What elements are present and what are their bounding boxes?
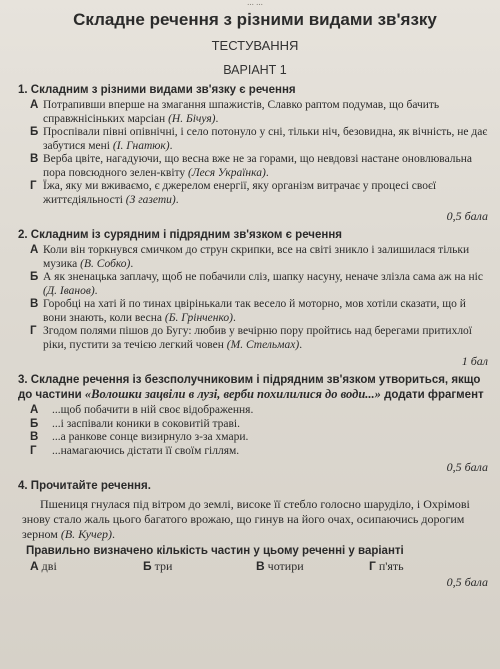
reading-passage: Пшениця гнулася під вітром до землі, високе її стебло голосно шаруділо, і Охрімові знову стало жаль цього багатого врожаю, що гинув на його очах, осипаючись дорогим зерном (В. Кучер).	[22, 497, 470, 541]
answer-option[interactable]	[18, 180, 492, 207]
question-prompt: 2. Складним із сурядним і підрядним зв'язком є речення	[18, 229, 342, 241]
question-prompt: 1. Складним з різними видами зв'язку є речення	[18, 84, 296, 96]
score-label: 0,5 бала	[446, 575, 488, 589]
option-text: Горобці на хаті й по тинах цвірінькали так весело й моторно, мов хотіли сказати, що й вони знають, коли весна (Б. Грінченко).	[43, 298, 466, 324]
answer-option[interactable]	[18, 99, 492, 126]
question-prompt: 4. Прочитайте речення.	[18, 480, 151, 492]
answer-option[interactable]: Г п'ять	[369, 559, 404, 573]
option-letter: В	[30, 298, 39, 310]
option-text: Згодом полями пішов до Бугу: любив у вечірню пору пройтись над берегами притихлої ріки, пустити за течією легкий човен (М. Стельмах).	[43, 325, 472, 351]
option-letter: Б	[30, 417, 39, 430]
score-label: 0,5 бала	[446, 460, 488, 474]
option-text: А як зненацька заплачу, щоб не побачили сліз, шапку насуну, неначе злізла сама аж на ніс (Д. Іванов).	[43, 271, 483, 297]
option-text: Їжа, яку ми вживаємо, є джерелом енергії, яку організм витрачає у процесі своєї життєдіяльності (З газети).	[43, 180, 437, 206]
answer-option[interactable]	[18, 298, 492, 325]
question-4	[18, 479, 492, 590]
variant-label: ВАРІАНТ 1	[223, 63, 287, 77]
page-subtitle: ТЕСТУВАННЯ	[211, 38, 299, 53]
option-letter: Г	[30, 325, 37, 337]
question-1	[18, 83, 492, 224]
page-title: Складне речення з різними видами зв'язку	[73, 10, 437, 29]
option-letter: Б	[30, 126, 39, 138]
answer-row	[18, 559, 492, 573]
answer-option[interactable]	[18, 126, 492, 153]
option-text: ...а ранкове сонце визирнуло з-за хмари.	[52, 431, 249, 443]
answer-option[interactable]	[18, 418, 492, 432]
question-3	[18, 373, 492, 475]
question-prompt: 3. Складне речення із безсполучниковим і підрядним зв'язком утвориться, якщо до частини «Волошки зацвіли в лузі, верби похилилися до води...» додати фрагмент	[18, 374, 484, 401]
question-2	[18, 228, 492, 369]
option-text: Проспівали півні опівнічні, і село потонуло у сні, тільки ніч, безовидна, як вічність, не дає забутися мені (І. Гнатюк).	[43, 126, 488, 152]
option-text: Потрапивши вперше на змагання шпажистів, Славко раптом подумав, що бачить справжнісіньких марсіан (Н. Бічуя).	[43, 99, 440, 125]
option-text: Коли він торкнувся смичком до струн скрипки, все на світі зникло і залишилася тільки музика (В. Собко).	[43, 244, 470, 270]
answer-option[interactable]	[18, 445, 492, 459]
answer-option[interactable]	[18, 325, 492, 352]
option-text: ...і заспівали коники в соковитій траві.	[52, 417, 240, 430]
question-ask: Правильно визначено кількість частин у цьому реченні у варіанті	[26, 545, 404, 557]
option-letter: А	[30, 99, 39, 111]
cut-off-header: ... ...	[247, 0, 263, 7]
option-text: Верба цвіте, нагадуючи, що весна вже не за горами, що невдовзі настане оновлювальна пора повсюдного зелен-квіту (Леся Українка).	[43, 153, 473, 179]
option-text: ...намагаючись дістати її своїм гіллям.	[52, 444, 240, 457]
answer-option[interactable]	[18, 271, 492, 298]
answer-option[interactable]	[18, 431, 492, 445]
option-letter: В	[30, 153, 39, 165]
answer-option[interactable]: В чотири	[256, 559, 304, 573]
option-letter: Г	[30, 444, 37, 457]
answer-option[interactable]	[18, 244, 492, 271]
option-letter: А	[30, 404, 39, 416]
score-label: 1 бал	[461, 354, 488, 368]
score-label: 0,5 бала	[446, 209, 488, 223]
answer-option[interactable]	[18, 404, 492, 418]
option-text: ...щоб побачити в ній своє відображення.	[52, 404, 254, 416]
option-letter: А	[30, 244, 39, 256]
answer-option[interactable]	[18, 153, 492, 180]
option-letter: Г	[30, 180, 37, 192]
option-letter: Б	[30, 271, 39, 283]
answer-option[interactable]: А дві	[30, 559, 57, 573]
option-letter: В	[30, 431, 39, 443]
answer-option[interactable]: Б три	[143, 559, 173, 573]
